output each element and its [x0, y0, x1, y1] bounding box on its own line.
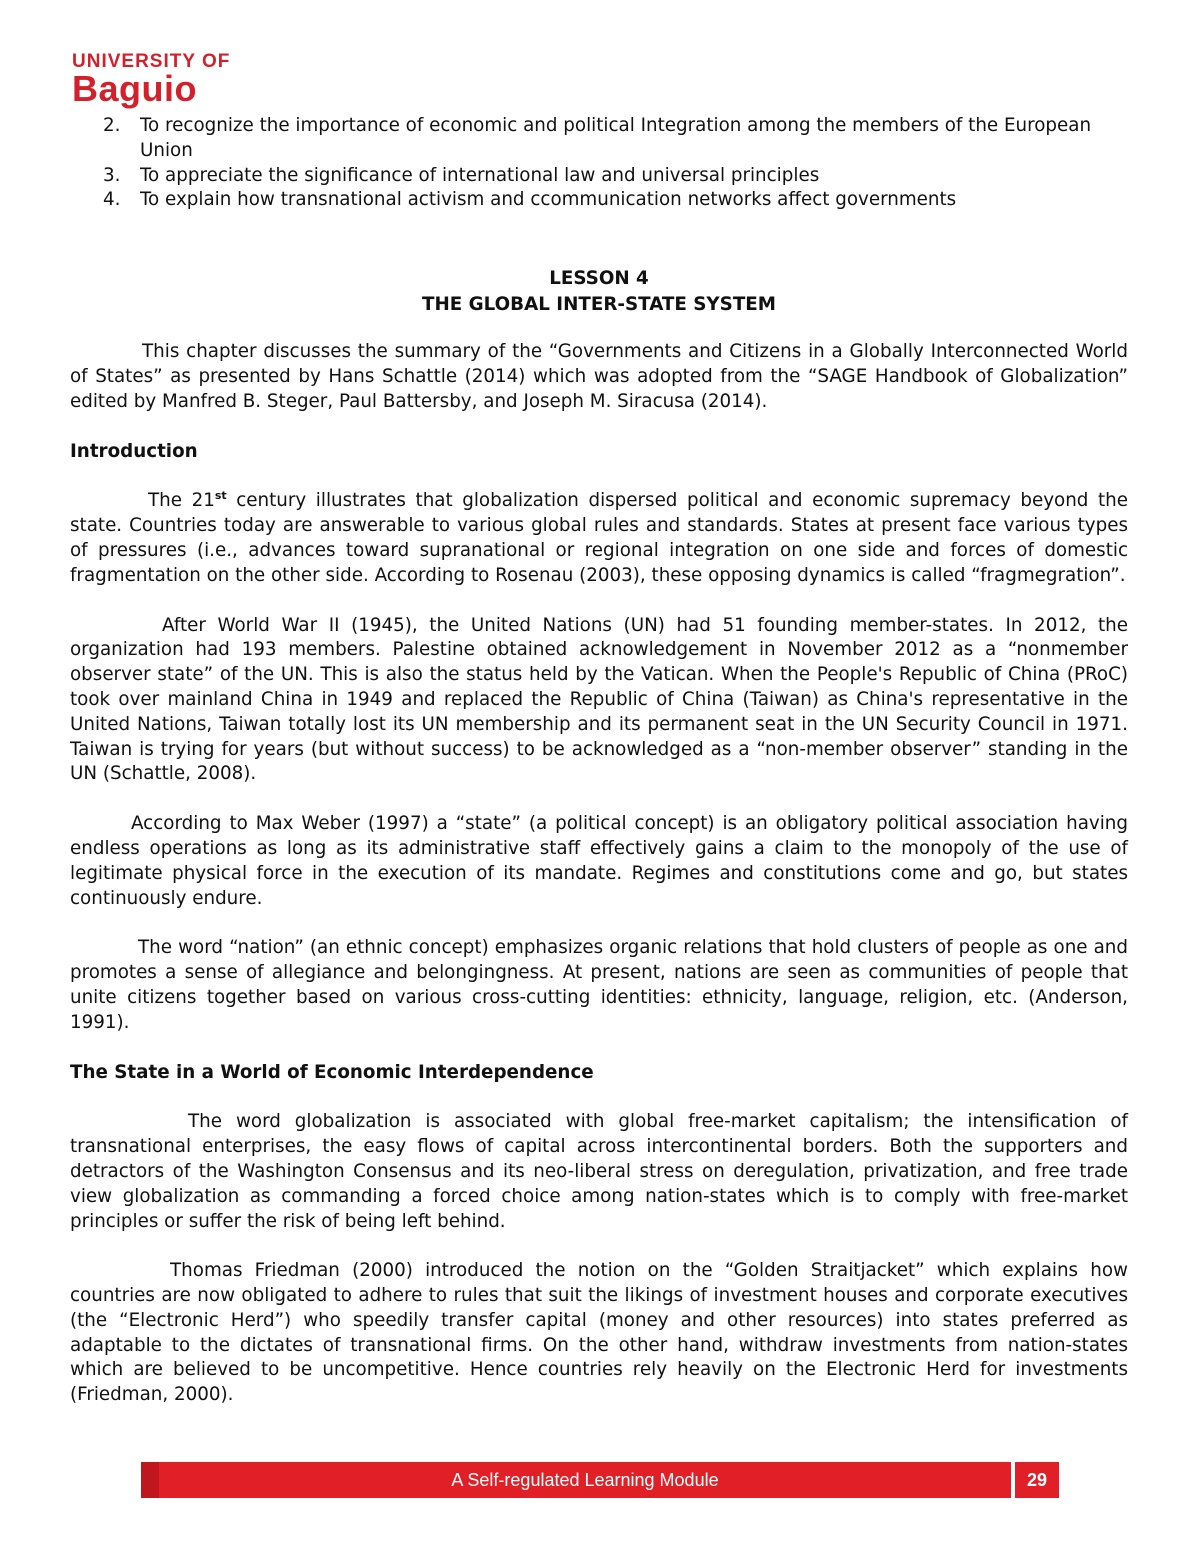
section-heading-introduction: Introduction [70, 440, 198, 462]
ordinal-suffix: st [214, 489, 227, 503]
list-item-text: To explain how transnational activism and ccommunication networks affect governments [140, 189, 957, 211]
objectives-list [70, 114, 1128, 213]
list-item-text: To appreciate the significance of international law and universal principles [140, 164, 820, 186]
list-item-number: 2. [103, 115, 121, 136]
lesson-heading [70, 266, 1128, 318]
paragraph: Thomas Friedman (2000) introduced the notion on the “Golden Straitjacket” which explains how countries are now obligated to adhere to rules that suit the likings of investment houses and corporate executives (the “Electronic Herd”) who speedily transfer capital (money and other resources) into states preferred as adaptable to the dictates of transnational firms. On the other hand, withdraw investments from nation-states which are believed to be uncompetitive. Hence countries rely heavily on the Electronic Herd for investments (Friedman, 2000). [70, 1260, 1128, 1406]
list-item [70, 188, 1128, 213]
list-item-text: To recognize the importance of economic and political Integration among the members of the European Union [140, 115, 1092, 161]
paragraph [70, 489, 1128, 588]
paragraph: After World War II (1945), the United Nations (UN) had 51 founding member-states. In 2012, the organization had 193 members. Palestine obtained acknowledgement in November 2012 as a “nonmember observer state” of the UN. This is also the status held by the Vatican. When the People's Republic of China (PRoC) took over mainland China in 1949 and replaced the Republic of China (Taiwan) as China's representative in the United Nations, Taiwan totally lost its UN membership and its permanent seat in the UN Security Council in 1971. Taiwan is trying for years (but without success) to be acknowledged as a “non-member observer” standing in the UN (Schattle, 2008). [70, 614, 1128, 785]
university-logo [72, 52, 230, 107]
list-item-number: 3. [103, 164, 121, 186]
lesson-number: LESSON 4 [549, 268, 649, 290]
paragraph-text-end: century illustrates that globalization dispersed political and economic supremacy beyond the state. Countries today are answerable to various global rules and standards. States at present face various types of pressures (i.e., advances toward supranational or regional integration on one side and forces of domestic fragmentation on the other side. According to Rosenau (2003), these opposing dynamics is called “fragmegration”. [70, 490, 1128, 586]
paragraph: The word “nation” (an ethnic concept) emphasizes organic relations that hold clusters of people as one and promotes a sense of allegiance and belongingness. At present, nations are seen as communities of people that unite citizens together based on various cross-cutting identities: ethnicity, language, religion, etc. (Anderson, 1991). [70, 937, 1128, 1033]
section-heading-economic-interdependence: The State in a World of Economic Interdependence [70, 1061, 594, 1083]
logo-line1: UNIVERSITY OF [72, 51, 231, 72]
list-item-number: 4. [103, 189, 121, 211]
list-item [70, 114, 1128, 164]
page-content [70, 114, 1128, 1408]
paragraph-text-start: The 21 [148, 490, 215, 512]
list-item [70, 164, 1128, 189]
lesson-title: THE GLOBAL INTER-STATE SYSTEM [422, 294, 776, 316]
paragraph: According to Max Weber (1997) a “state” (a political concept) is an obligatory political association having endless operations as long as its administrative staff effectively gains a claim to the monopoly of the use of legitimate physical force in the execution of its mandate. Regimes and constitutions come and go, but states continuously endure. [70, 813, 1128, 909]
logo-line2: Baguio [72, 68, 197, 109]
footer-text: A Self-regulated Learning Module [451, 1469, 719, 1490]
footer-left-accent [141, 1462, 159, 1498]
footer-bar [141, 1462, 1059, 1498]
page-number: 29 [1026, 1469, 1048, 1490]
paragraph: The word globalization is associated with global free-market capitalism; the intensification of transnational enterprises, the easy flows of capital across intercontinental borders. Both the supporters and detractors of the Washington Consensus and its neo-liberal stress on deregulation, privatization, and free trade view globalization as commanding a forced choice among nation-states which is to comply with free-market principles or suffer the risk of being left behind. [70, 1111, 1128, 1232]
intro-paragraph: This chapter discusses the summary of the “Governments and Citizens in a Globally Interconnected World of States” as presented by Hans Schattle (2014) which was adopted from the “SAGE Handbook of Globalization” edited by Manfred B. Steger, Paul Battersby, and Joseph M. Siracusa (2014). [70, 341, 1128, 412]
